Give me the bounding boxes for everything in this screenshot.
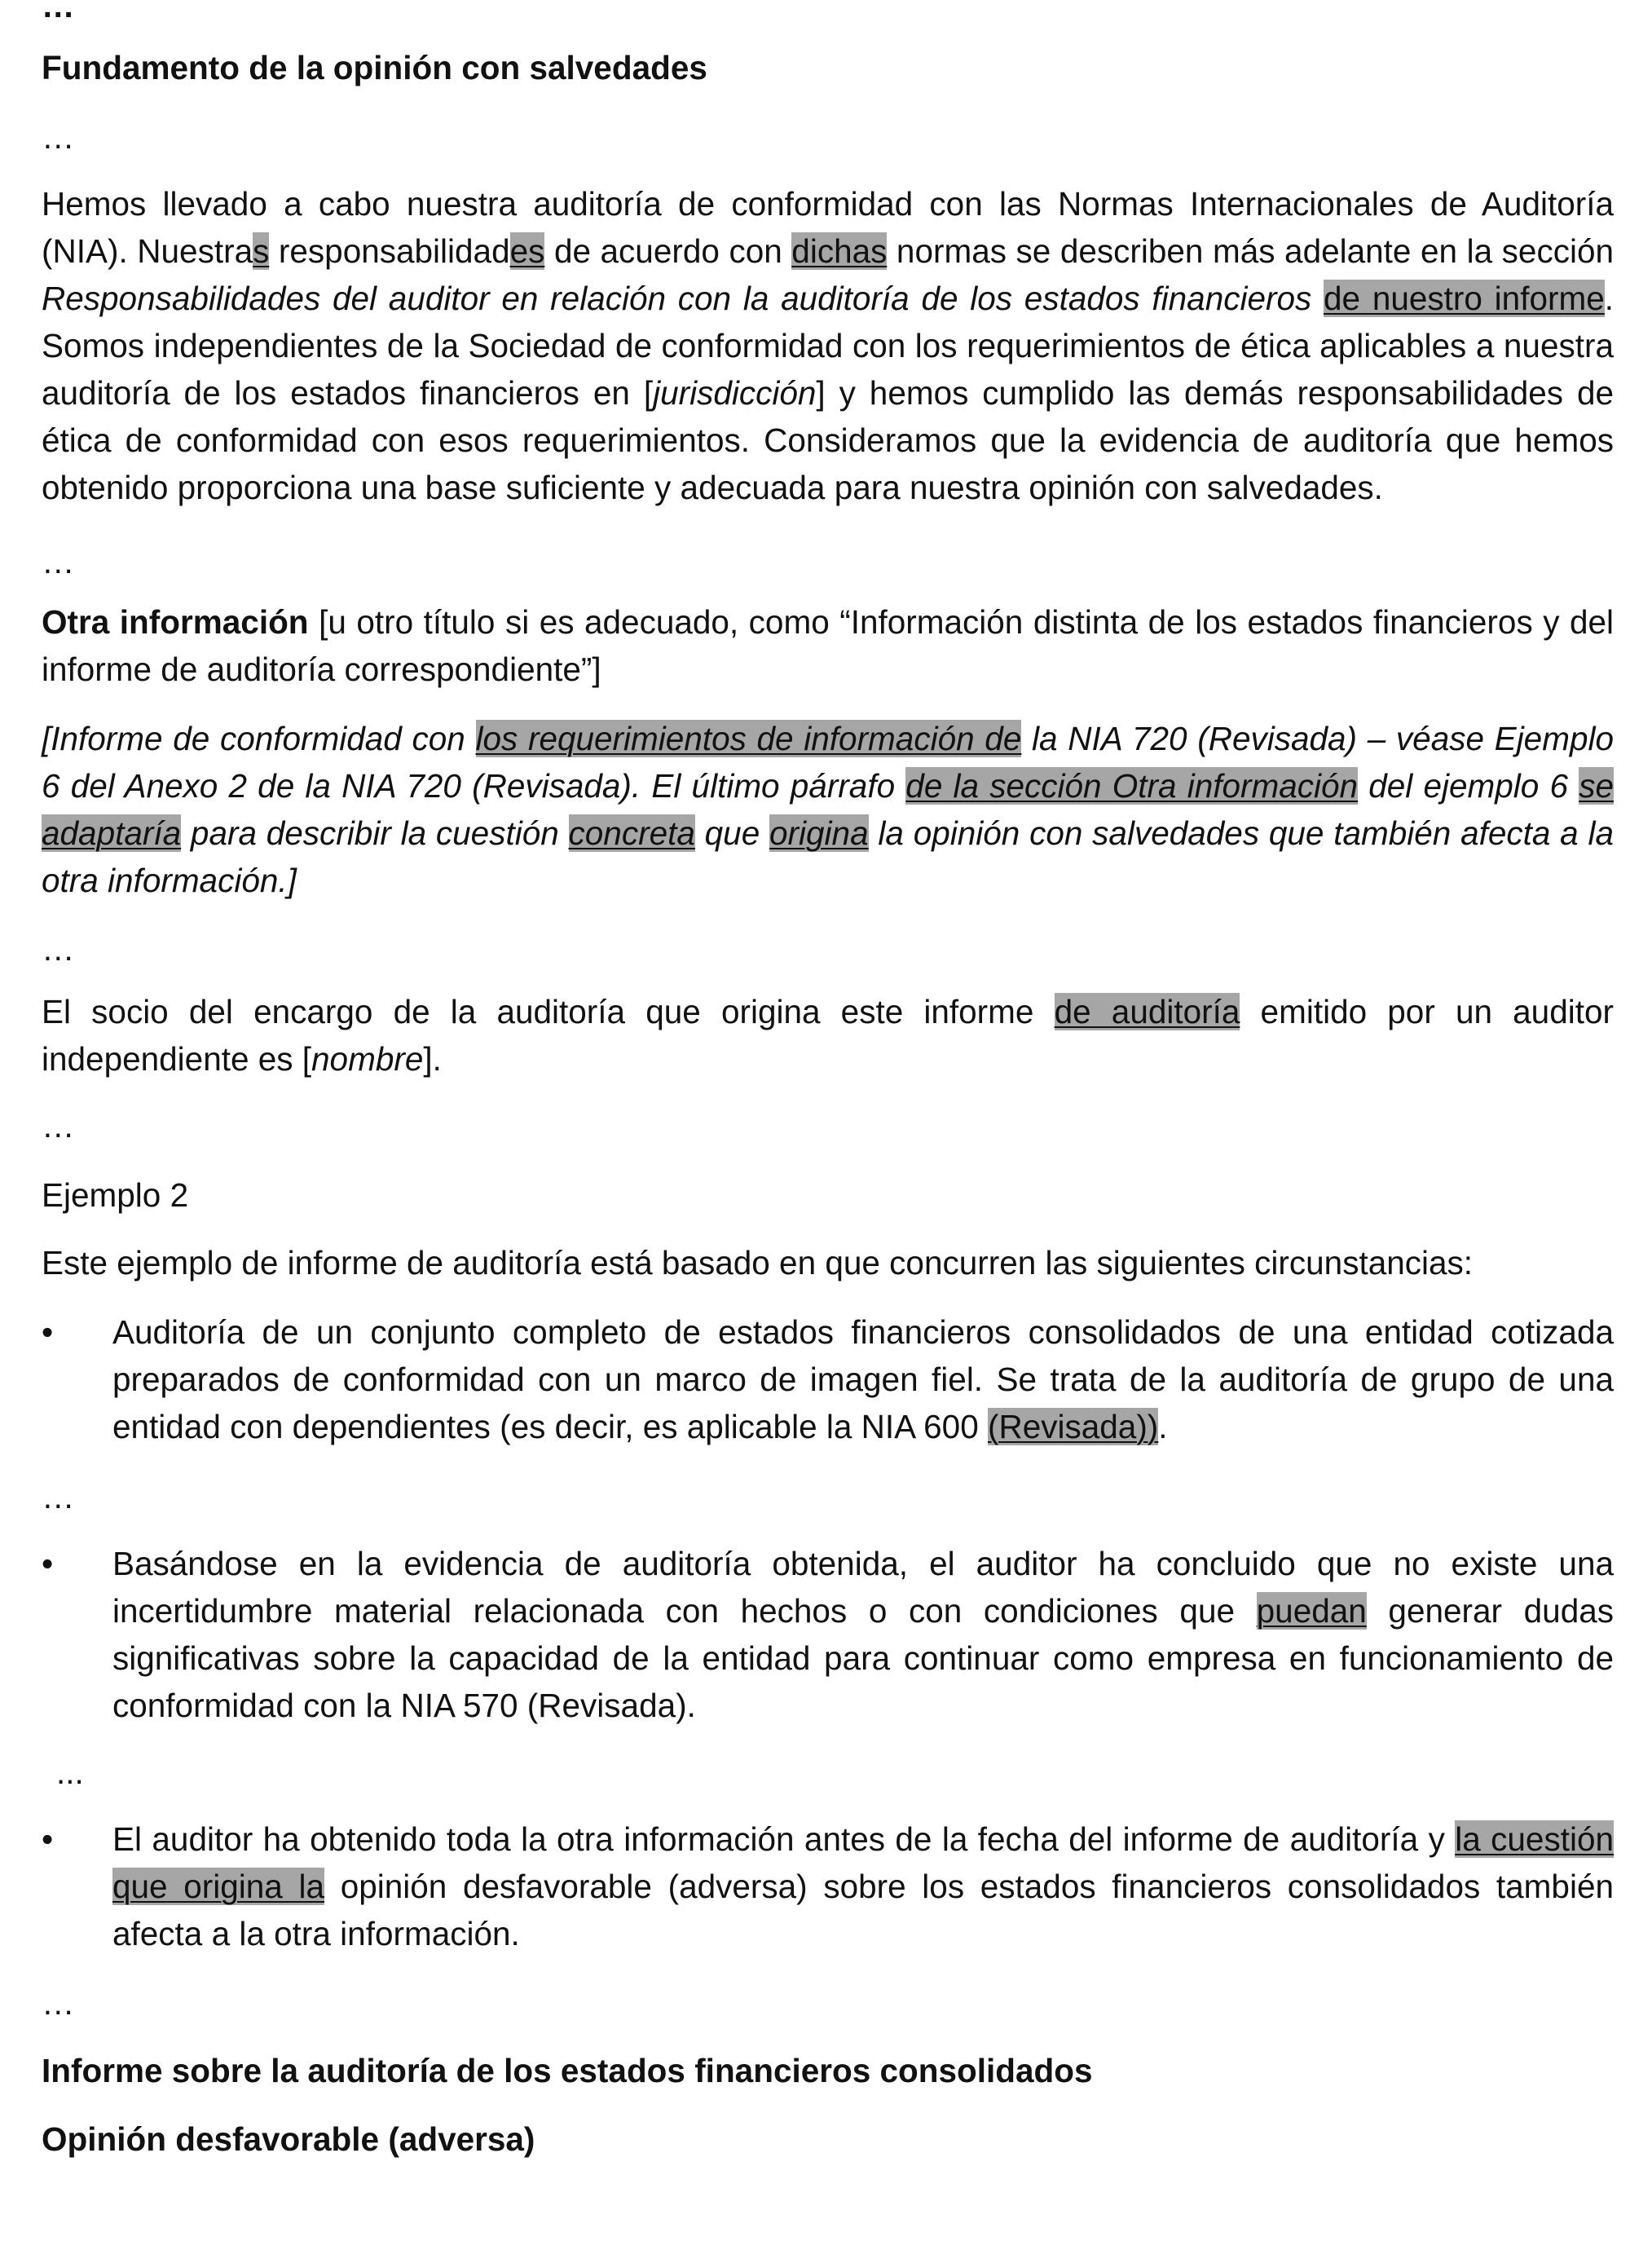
highlight-revision: de la sección Otra información	[905, 767, 1359, 805]
text-run: . Somos independientes de la Sociedad de conformidad con los requerimientos de ética aplicables a nuestra auditoría de los estados financieros en [	[42, 280, 1614, 412]
list-item	[42, 1540, 1614, 1729]
ellipsis-3: …	[42, 930, 75, 968]
highlight-revision: de nuestro informe	[1324, 280, 1605, 317]
text-run: para describir la cuestión	[181, 814, 569, 852]
ellipsis-top: …	[42, 0, 75, 24]
highlight-revision: los requerimientos de información de	[475, 720, 1022, 757]
paragraph-informe-nia720	[42, 715, 1614, 904]
heading-opinion-desfavorable: Opinión desfavorable (adversa)	[42, 2120, 535, 2158]
highlight-revision: puedan	[1256, 1592, 1367, 1630]
text-run: ].	[423, 1040, 442, 1078]
text-run: emitido por un auditor independiente es [	[42, 993, 1614, 1078]
italic-placeholder: nombre	[311, 1040, 424, 1078]
highlight-revision: dichas	[791, 232, 888, 270]
list-item	[42, 1308, 1614, 1450]
text-run: Hemos llevado a cabo nuestra auditoría de conformidad con las Normas Internacionales de Auditoría (NIA). Nuestra	[42, 185, 1614, 270]
highlight-revision: (Revisada))	[987, 1408, 1159, 1445]
paragraph-fundamento	[42, 180, 1614, 511]
text-run: ] y hemos cumplido las demás responsabilidades de ética de conformidad con esos requerimientos. Consideramos que la evidencia de auditoría que hemos obtenido proporciona una base suficiente y adecuada para nuestra opinión con salvedades.	[42, 374, 1615, 506]
text-run	[1311, 280, 1324, 317]
text-run: .	[1158, 1408, 1168, 1445]
ellipsis-4: …	[42, 1107, 75, 1145]
text-run: El socio del encargo de la auditoría que origina este informe	[42, 993, 1055, 1030]
italic-section-name: Responsabilidades del auditor en relación con la auditoría de los estados financieros	[42, 280, 1312, 317]
ellipsis-1: …	[42, 118, 75, 156]
heading-bold: Otra información	[42, 603, 309, 641]
text-run: Auditoría de un conjunto completo de estados financieros consolidados de una entidad cotizada preparados de conformidad con un marco de imagen fiel. Se trata de la auditoría de grupo de una entidad con dependientes (es decir, es aplicable la NIA 600	[112, 1313, 1614, 1445]
text-run: del ejemplo 6	[1358, 767, 1579, 805]
highlight-revision: s	[253, 232, 270, 270]
ellipsis-5: …	[42, 1478, 75, 1515]
highlight-revision: origina	[769, 814, 869, 852]
section-heading-fundamento: Fundamento de la opinión con salvedades	[42, 49, 707, 86]
heading-informe-consolidados: Informe sobre la auditoría de los estados financieros consolidados	[42, 2052, 1093, 2089]
highlight-revision: se adaptaría	[42, 767, 1614, 852]
highlight-revision: concreta	[568, 814, 695, 852]
highlight-revision: la cuestión que origina la	[112, 1820, 1614, 1905]
example-title: Ejemplo 2	[42, 1176, 189, 1214]
text-run: responsabilidad	[269, 232, 510, 270]
list-item-text	[112, 1815, 1614, 1957]
example-intro: Este ejemplo de informe de auditoría está basado en que concurren las siguientes circunstancias:	[42, 1244, 1474, 1281]
text-run: opinión desfavorable (adversa) sobre los estados financieros consolidados también afecta a la otra información.	[112, 1868, 1614, 1952]
text-run: que	[694, 814, 770, 852]
highlight-revision: es	[509, 232, 545, 270]
text-run: la opinión con salvedades que también afecta a la otra información.]	[42, 814, 1615, 899]
list-item-text	[112, 1308, 1614, 1450]
text-run: normas se describen más adelante en la sección	[887, 232, 1614, 270]
bullet-icon: •	[42, 1820, 54, 1858]
ellipsis-7: …	[42, 1984, 75, 2022]
heading-note: [u otro título si es adecuado, como “Información distinta de los estados financieros y del informe de auditoría correspondiente”]	[42, 603, 1615, 688]
highlight-revision: de auditoría	[1054, 993, 1240, 1030]
paragraph-socio	[42, 988, 1614, 1083]
list-item-text	[112, 1540, 1614, 1729]
text-run: El auditor ha obtenido toda la otra información antes de la fecha del informe de auditoría y	[112, 1820, 1456, 1858]
text-run: la NIA 720 (Revisada) – véase Ejemplo 6 del Anexo 2 de la NIA 720 (Revisada). El último párrafo	[42, 720, 1614, 805]
bullet-icon: •	[42, 1545, 54, 1582]
text-run: Basándose en la evidencia de auditoría obtenida, el auditor ha concluido que no existe una incertidumbre material relacionada con hechos o con condiciones que	[112, 1545, 1614, 1630]
text-run: de acuerdo con	[544, 232, 792, 270]
ellipsis-2: …	[42, 543, 75, 580]
list-item	[42, 1815, 1614, 1957]
text-run: [Informe de conformidad con	[42, 720, 476, 757]
italic-placeholder: jurisdicción	[653, 374, 817, 412]
text-run: generar dudas significativas sobre la capacidad de la entidad para continuar como empresa en funcionamiento de conformidad con la NIA 570 (Revisada).	[112, 1592, 1614, 1724]
ellipsis-6: ...	[56, 1753, 84, 1791]
heading-otra-informacion	[42, 598, 1614, 693]
bullet-icon: •	[42, 1313, 54, 1351]
